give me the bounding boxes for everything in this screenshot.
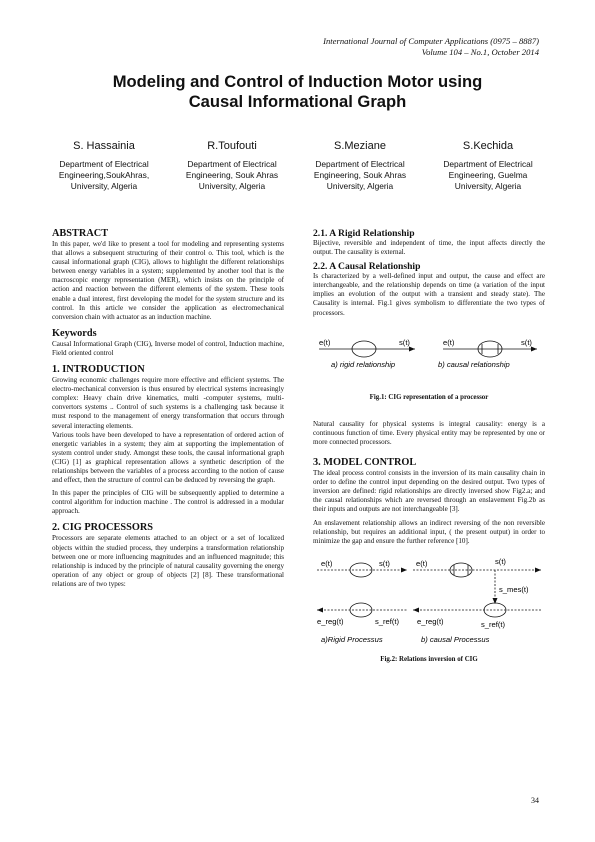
affiliation-line: University, Algeria xyxy=(326,181,394,191)
running-header xyxy=(323,36,539,58)
affiliation-line: Engineering, Guelma xyxy=(448,170,528,180)
affiliation-line: University, Algeria xyxy=(198,181,266,191)
author-name: R.Toufouti xyxy=(207,140,257,152)
model-control-heading: 3. MODEL CONTROL xyxy=(313,457,417,469)
author-name: S.Meziane xyxy=(334,140,386,152)
fig1-a-output-label: s(t) xyxy=(399,337,410,347)
fig2-b-sref-label: s_ref(t) xyxy=(481,619,506,629)
title-line-2: Causal Informational Graph xyxy=(188,92,407,111)
fig1-b-input-label: e(t) xyxy=(443,337,455,347)
author-4 xyxy=(424,140,552,192)
affiliation-line: Department of Electrical xyxy=(443,159,533,169)
introduction-paragraph: Various tools have been developed to have a representation of ordered action of energetic variables in a system; they aim at supporting the implementation of system control under study. Amongst these tools, the causal informational graph (CIG) [1] as graphical representation allows a synthetic description of the relationships between the variables of a process according to the notion of cause and effect, then the structure of control can be deduced by reversing the graph. xyxy=(52,430,284,485)
figure-1 xyxy=(313,328,545,402)
author-name: S.Kechida xyxy=(462,140,514,152)
affiliation-line: Engineering, Souk Ahras xyxy=(185,170,279,180)
natural-causality-text: Natural causality for physical systems is integral causality: energy is a continuous function of time. Every physical entity may be represented by one or more connected processors. xyxy=(313,419,545,446)
author-name: S. Hassainia xyxy=(73,140,135,152)
title-line-1: Modeling and Control of Induction Motor using xyxy=(112,72,483,91)
rigid-relationship-text: Bijective, reversible and independent of time, the input affects directly the output. The causality is external. xyxy=(313,239,545,257)
fig2-b-smes-label: s_mes(t) xyxy=(499,584,529,594)
fig1-a-input-label: e(t) xyxy=(319,337,331,347)
fig2-b-ereg-label: e_reg(t) xyxy=(417,616,444,626)
rigid-relationship-heading: 2.1. A Rigid Relationship xyxy=(313,228,415,239)
figure-1-diagram xyxy=(313,328,545,380)
figure-1-caption: Fig.1: CIG representation of a processor xyxy=(369,393,489,401)
abstract-heading: ABSTRACT xyxy=(52,228,109,239)
fig2-b-arrowhead-icon xyxy=(413,607,419,612)
affiliation-line: Department of Electrical xyxy=(315,159,405,169)
fig2-a-ereg-label: e_reg(t) xyxy=(317,616,344,626)
affiliation-line: Department of Electrical xyxy=(59,159,149,169)
author-affiliation xyxy=(296,159,424,192)
affiliation-line: Engineering,SoukAhras, xyxy=(58,170,150,180)
fig2-a-arrowhead-icon xyxy=(401,567,407,572)
fig1-b-caption: b) causal relationship xyxy=(438,359,510,369)
causal-relationship-heading: 2.2. A Causal Relationship xyxy=(313,261,421,273)
fig1-a-caption: a) rigid relationship xyxy=(331,359,396,369)
fig1-b-arrowhead-icon xyxy=(531,346,537,351)
introduction-heading: 1. INTRODUCTION xyxy=(52,364,145,376)
introduction-paragraph: In this paper the principles of CIG will be subsequently applied to determine a control algorithm for induction machine . The control is addressed in a modular approach. xyxy=(52,489,284,516)
right-column xyxy=(313,228,545,664)
figure-2 xyxy=(313,552,545,664)
fig2-a-sref-label: s_ref(t) xyxy=(375,616,400,626)
left-column xyxy=(52,228,284,589)
model-control-paragraph: The ideal process control consists in the inversion of its main causality chain in order to define the control input depending on the desired output. Two types of inversion are defined: rigid relationships are directly inversed show Fig2.a; and the causal relationships which are reversed through an enslavement Fig.2b as their inputs and outputs are not interchangeable [3]. xyxy=(313,469,545,514)
fig1-a-arrowhead-icon xyxy=(409,346,415,351)
affiliation-line: Department of Electrical xyxy=(187,159,277,169)
fig2-b-input-label: e(t) xyxy=(416,558,428,568)
affiliation-line: Engineering, Souk Ahras xyxy=(313,170,407,180)
keywords-text: Causal Informational Graph (CIG), Inverse model of control, Induction machine, Field oriented control xyxy=(52,339,284,357)
author-affiliation xyxy=(40,159,168,192)
fig2-a-output-label: s(t) xyxy=(379,558,390,568)
fig2-b-output-label: s(t) xyxy=(495,556,506,566)
author-3 xyxy=(296,140,424,192)
figure-2-caption: Fig.2: Relations inversion of CIG xyxy=(380,655,478,663)
journal-name: International Journal of Computer Applications (0975 – 8887) xyxy=(323,36,539,46)
author-1 xyxy=(40,140,168,192)
introduction-paragraph: Growing economic challenges require more effective and efficient systems. The electro-mechanical conversion is thus ensured by electrical systems increasingly complex: Heavy chain drive kinematics, multi -computer systems, multi-convertors systems .. Control of such systems is a challenging task because it must respond to the management of energy transformation that occurs through several interacting elements. xyxy=(52,376,284,430)
author-affiliation xyxy=(424,159,552,192)
abstract-text: In this paper, we'd like to present a tool for modeling and representing systems that allows a subsequent structuring of their control o. This tool, which is the causal informational graph (CIG), allows to highlight the different relationships between energy variables in a system; supplemented by another tool that is the macroscopic energy representation (MER), which insists on the principle of action and reaction between the different elements of the system. These tools enable a dual interest, first developing the model for the system structure and its control. In this article we consider the application as electromechanical conversion chain with actuator as an induction machine. xyxy=(52,240,284,321)
figure-2-diagram xyxy=(313,552,545,652)
fig2-b-caption: b) causal Processus xyxy=(421,634,490,644)
fig2-a-input-label: e(t) xyxy=(321,558,333,568)
paper-title xyxy=(40,72,555,112)
page-number: 34 xyxy=(531,796,539,805)
fig2-a-arrowhead-icon xyxy=(317,607,323,612)
author-2 xyxy=(168,140,296,192)
cig-processors-heading: 2. CIG PROCESSORS xyxy=(52,522,153,534)
fig2-a-caption: a)Rigid Processus xyxy=(321,634,383,644)
affiliation-line: University, Algeria xyxy=(454,181,522,191)
affiliation-line: University, Algeria xyxy=(70,181,138,191)
keywords-heading: Keywords xyxy=(52,327,97,339)
fig1-b-output-label: s(t) xyxy=(521,337,532,347)
volume-info: Volume 104 – No.1, October 2014 xyxy=(421,47,539,57)
fig2-b-arrowhead-icon xyxy=(535,567,541,572)
causal-relationship-text: Is characterized by a well-defined input and output, the cause and effect are interchangeable, and the relationship depends on time (a variation of the input implies an evolution of the output with a transient and steady state). The Causality is internal. Fig.1 gives symbolism to differentiate the two types of processors. xyxy=(313,272,545,317)
cig-processors-paragraph: Processors are separate elements attached to an object or a set of localized objects within the studied process, they underpins a transformation relationship between one or more influencing magnitudes and an influenced magnitude; this relationship is induced by the principle of natural causality governing the energy operation of any object or group of objects [2] [8]. These transformational relations are of two types: xyxy=(52,534,284,588)
model-control-paragraph: An enslavement relationship allows an indirect reversing of the non reversible relationship, but requires an additional input, ( the present output) in order to minimize the gap and ensure the further reference [10]. xyxy=(313,518,545,545)
author-affiliation xyxy=(168,159,296,192)
